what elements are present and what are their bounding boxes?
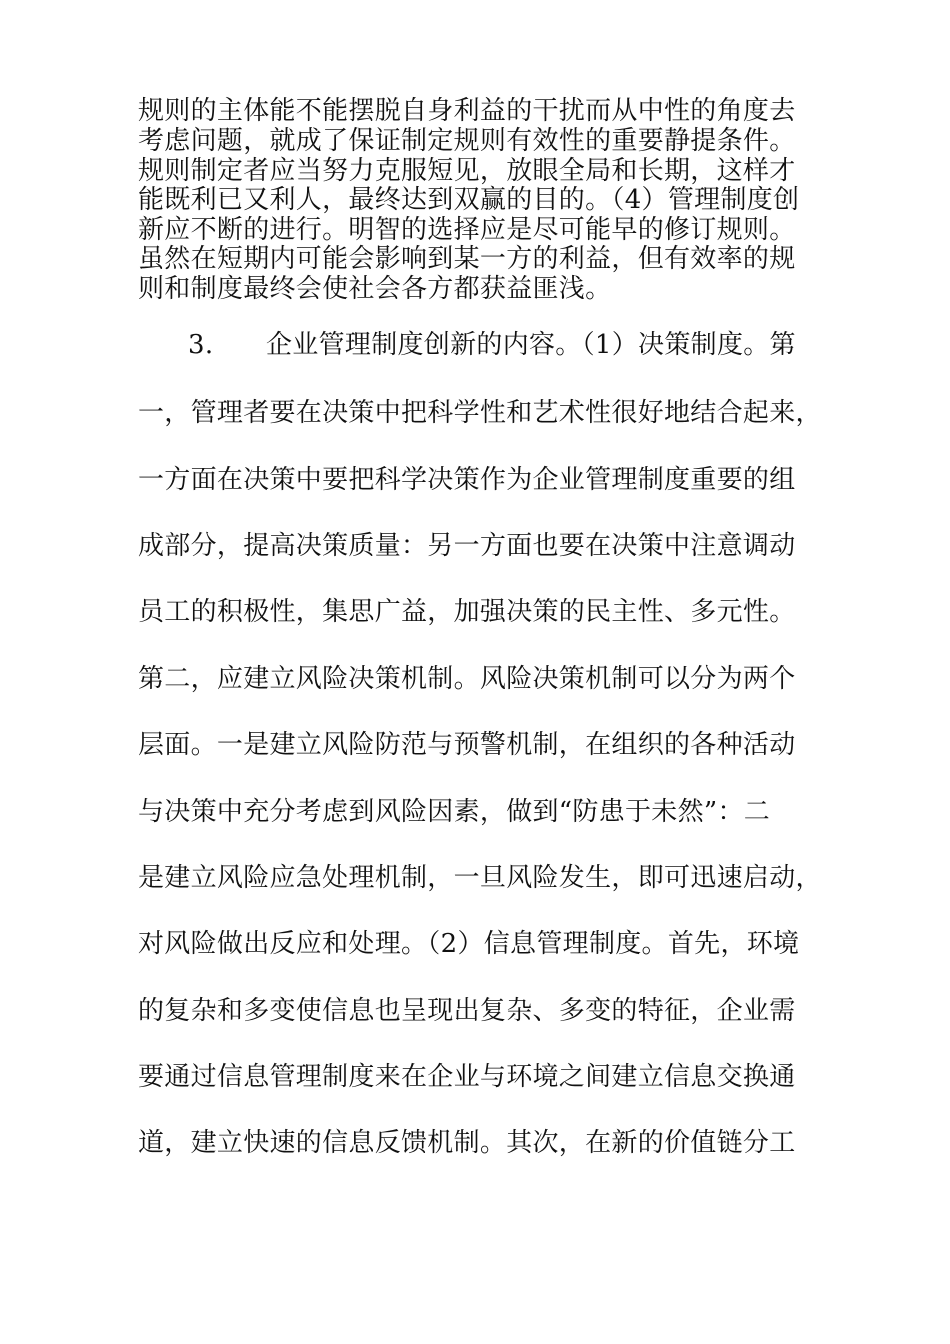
text-line: 成部分，提高决策质量：另一方面也要在决策中注意调动 xyxy=(138,531,796,561)
text-line: 虽然在短期内可能会影响到某一方的利益，但有效率的规 xyxy=(138,244,796,274)
text-line: 第二，应建立风险决策机制。风险决策机制可以分为两个 xyxy=(138,664,796,694)
text-line: 与决策中充分考虑到风险因素，做到“防患于未然”：二 xyxy=(138,797,771,827)
text-line: 一，管理者要在决策中把科学性和艺术性很好地结合起来， xyxy=(138,398,822,428)
text-line: 新应不断的进行。明智的选择应是尽可能早的修订规则。 xyxy=(138,215,796,245)
text-line: 则和制度最终会使社会各方都获益匪浅。 xyxy=(138,274,612,304)
text-line: 一方面在决策中要把科学决策作为企业管理制度重要的组 xyxy=(138,465,796,495)
text-line: 道，建立快速的信息反馈机制。其次，在新的价值链分工 xyxy=(138,1128,796,1158)
text-line: 层面。一是建立风险防范与预警机制，在组织的各种活动 xyxy=(138,730,796,760)
text-line: 考虑问题，就成了保证制定规则有效性的重要静提条件。 xyxy=(138,126,796,156)
text-line: 规则制定者应当努力克服短见，放眼全局和长期，这样才 xyxy=(138,156,796,186)
text-line: 是建立风险应急处理机制，一旦风险发生，即可迅速启动， xyxy=(138,863,822,893)
section-heading: 3. 企业管理制度创新的内容。（1）决策制度。第 xyxy=(188,330,796,360)
text-line: 能既利已又利人，最终达到双赢的目的。（4）管理制度创 xyxy=(138,185,800,215)
text-line: 要通过信息管理制度来在企业与环境之间建立信息交换通 xyxy=(138,1062,796,1092)
text-line: 对风险做出反应和处理。（2）信息管理制度。首先，环境 xyxy=(138,929,800,959)
text-line: 员工的积极性，集思广益，加强决策的民主性、多元性。 xyxy=(138,597,796,627)
text-line: 规则的主体能不能摆脱自身利益的干扰而从中性的角度去 xyxy=(138,96,796,126)
text-line: 的复杂和多变使信息也呈现出复杂、多变的特征，企业需 xyxy=(138,996,796,1026)
